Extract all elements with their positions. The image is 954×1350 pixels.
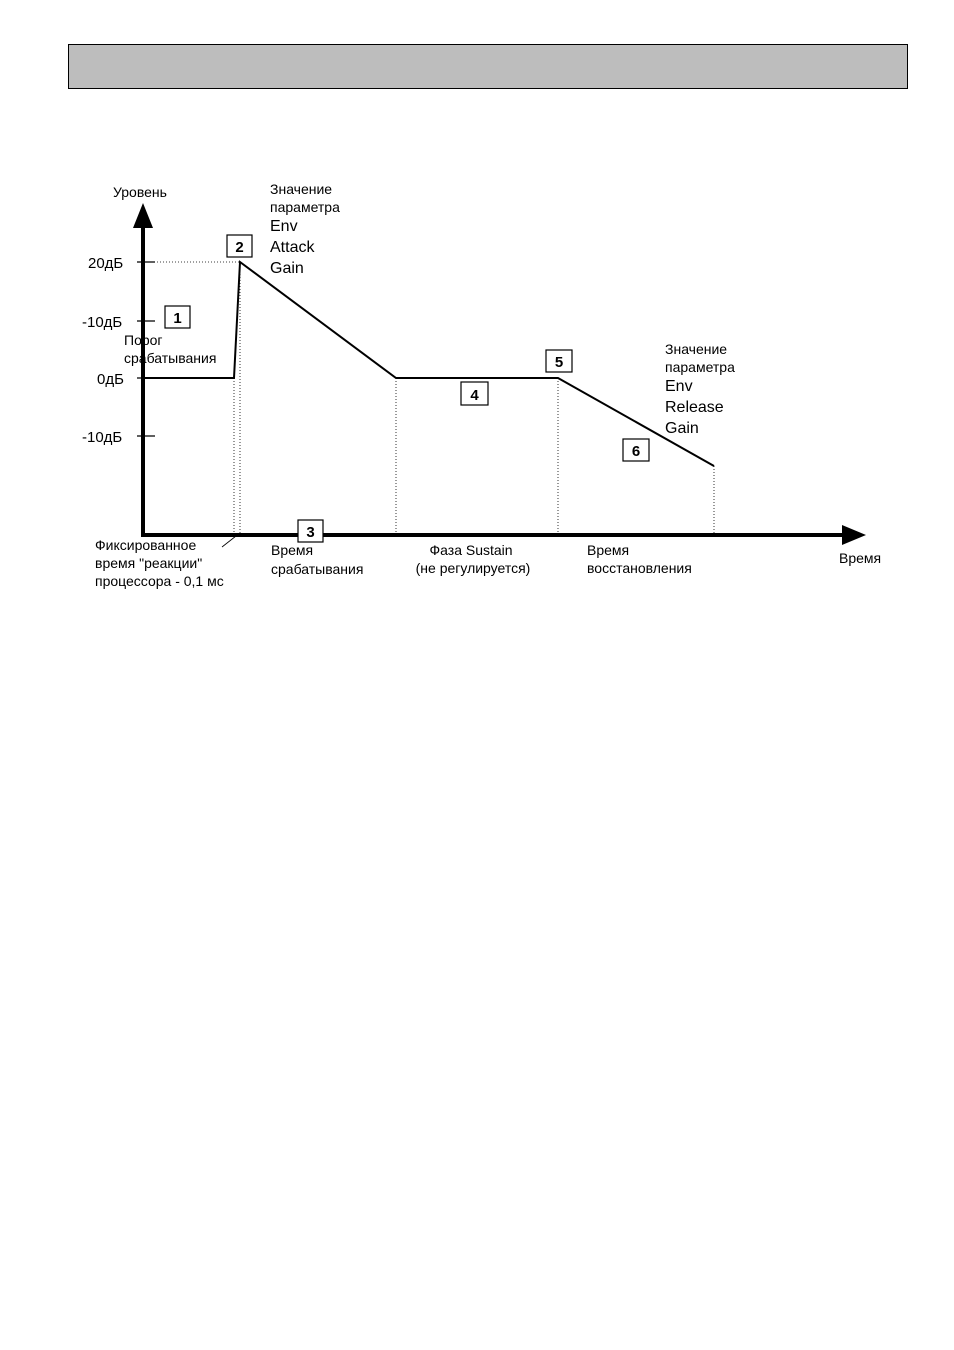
y-axis-arrow — [133, 203, 153, 228]
fixed-time-label — [95, 537, 224, 589]
y-axis-label: Уровень — [113, 184, 167, 200]
release-param-name — [665, 378, 728, 437]
attack-param-name-3: Gain — [270, 260, 304, 277]
marker-1-label: 1 — [173, 310, 182, 327]
release-param-name-1: Env — [665, 378, 693, 395]
release-time-line-1: Время — [587, 542, 630, 558]
marker-6-label: 6 — [631, 443, 641, 460]
tick-label-20db: 20дБ — [88, 255, 124, 272]
marker-5-label: 5 — [554, 354, 564, 371]
threshold-line-2: срабатывания — [124, 350, 217, 366]
threshold-label — [124, 332, 216, 366]
marker-4 — [461, 382, 488, 405]
marker-2-label: 2 — [235, 239, 244, 256]
release-param-name-2: Release — [665, 399, 724, 416]
marker-3 — [298, 520, 323, 542]
envelope-curve — [143, 262, 714, 466]
marker-4-label: 4 — [470, 387, 479, 404]
attack-param-name — [270, 218, 319, 277]
fixed-time-line-2: время "реакции" — [95, 555, 203, 571]
attack-time-line-1: Время — [271, 542, 314, 558]
sustain-phase-line-2: (не регулируется) — [415, 560, 531, 576]
fixed-time-pointer — [222, 536, 236, 547]
fixed-time-line-3: процессора - 0,1 мс — [95, 573, 224, 589]
attack-param-label — [270, 181, 340, 215]
attack-time-label — [271, 542, 363, 577]
tick-label-minus10db-lower: -10дБ — [82, 429, 123, 446]
attack-param-line-1: Значение — [270, 181, 333, 197]
marker-1 — [165, 306, 190, 328]
sustain-phase-label — [416, 542, 531, 576]
release-time-label — [587, 542, 692, 576]
tick-label-0db: 0дБ — [97, 371, 124, 388]
release-param-name-3: Gain — [665, 420, 699, 437]
attack-param-name-1: Env — [270, 218, 298, 235]
guide-lines — [142, 262, 714, 535]
tick-label-minus10db-upper: -10дБ — [82, 314, 123, 331]
release-param-line-1: Значение — [665, 341, 728, 357]
attack-param-line-2: параметра — [270, 199, 340, 215]
marker-3-label: 3 — [306, 524, 315, 541]
marker-5 — [546, 350, 572, 372]
release-time-line-2: восстановления — [587, 560, 692, 576]
attack-param-name-2: Attack — [270, 239, 315, 256]
fixed-time-line-1: Фиксированное — [95, 537, 197, 553]
marker-2 — [227, 235, 252, 257]
x-axis-label: Время — [839, 550, 882, 566]
release-param-line-2: параметра — [665, 359, 735, 375]
attack-time-line-2: срабатывания — [271, 561, 364, 577]
x-axis-arrow — [842, 525, 866, 545]
release-param-label — [665, 341, 735, 375]
sustain-phase-line-1: Фаза Sustain — [429, 542, 513, 558]
threshold-line-1: Порог — [124, 332, 163, 348]
marker-6 — [623, 439, 649, 461]
